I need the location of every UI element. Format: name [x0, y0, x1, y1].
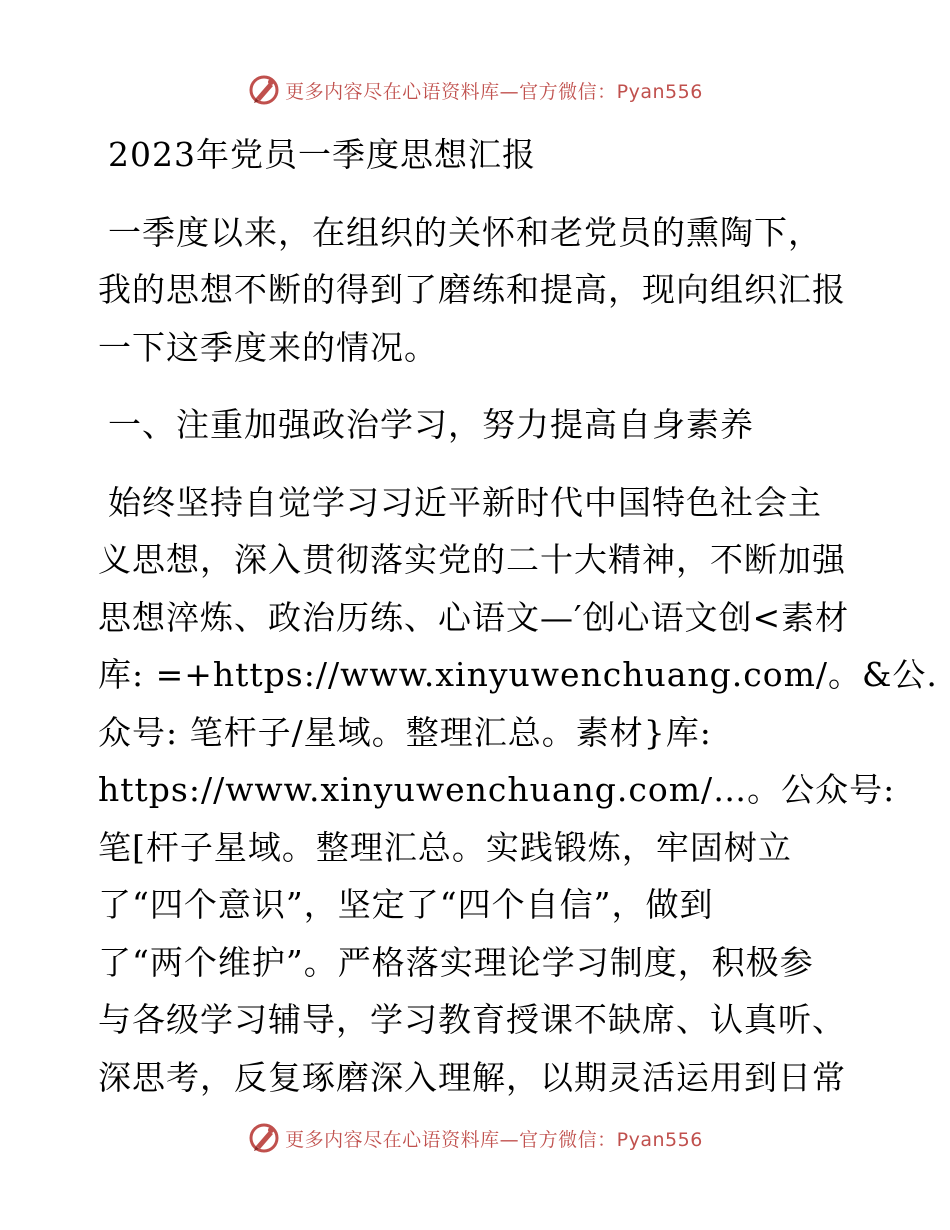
banner-text: 更多内容尽在心语资料库—官方微信：Pyan556 [285, 80, 703, 103]
body-line: 众号: 笔杆子/星域。整理汇总。素材}库: [98, 712, 712, 752]
intro-line: 我的思想不断的得到了磨练和提高，现向组织汇报 [98, 270, 846, 309]
body-line: 义思想，深入贯彻落实党的二十大精神，不断加强 [98, 540, 846, 579]
intro-line: 一季度以来，在组织的关怀和老党员的熏陶下， [108, 212, 822, 252]
pen-logo-icon [247, 73, 281, 107]
body-line: https://www.xinyuwenchuang.com/…。公众号: [98, 770, 896, 809]
document-title: 2023年党员一季度思想汇报 [108, 135, 536, 174]
body-line: 了“两个维护”。严格落实理论学习制度，积极参 [98, 942, 814, 982]
body-line: 库: =+https://www.xinyuwenchuang.com/。&公. [98, 655, 938, 694]
document-body [98, 126, 938, 1106]
body-line: 始终坚持自觉学习习近平新时代中国特色社会主 [108, 482, 822, 522]
footer-banner [0, 1118, 950, 1158]
body-line: 深思考，反复琢磨深入理解，以期灵活运用到日常 [98, 1057, 846, 1097]
intro-line: 一下这季度来的情况。 [98, 327, 438, 367]
section-heading: 一、注重加强政治学习，努力提高自身素养 [108, 405, 754, 444]
body-line: 与各级学习辅导，学习教育授课不缺席、认真听、 [98, 1000, 846, 1039]
body-line: 了“四个意识”，坚定了“四个自信”，做到 [98, 885, 714, 924]
pen-logo-icon [247, 1121, 281, 1155]
header-banner [0, 70, 950, 110]
body-line: 笔[杆子星域。整理汇总。实践锻炼，牢固树立 [98, 827, 792, 867]
body-line: 思想淬炼、政治历练、心语文—′创心语文创<素材 [98, 597, 850, 637]
banner-text: 更多内容尽在心语资料库—官方微信：Pyan556 [285, 1128, 703, 1151]
